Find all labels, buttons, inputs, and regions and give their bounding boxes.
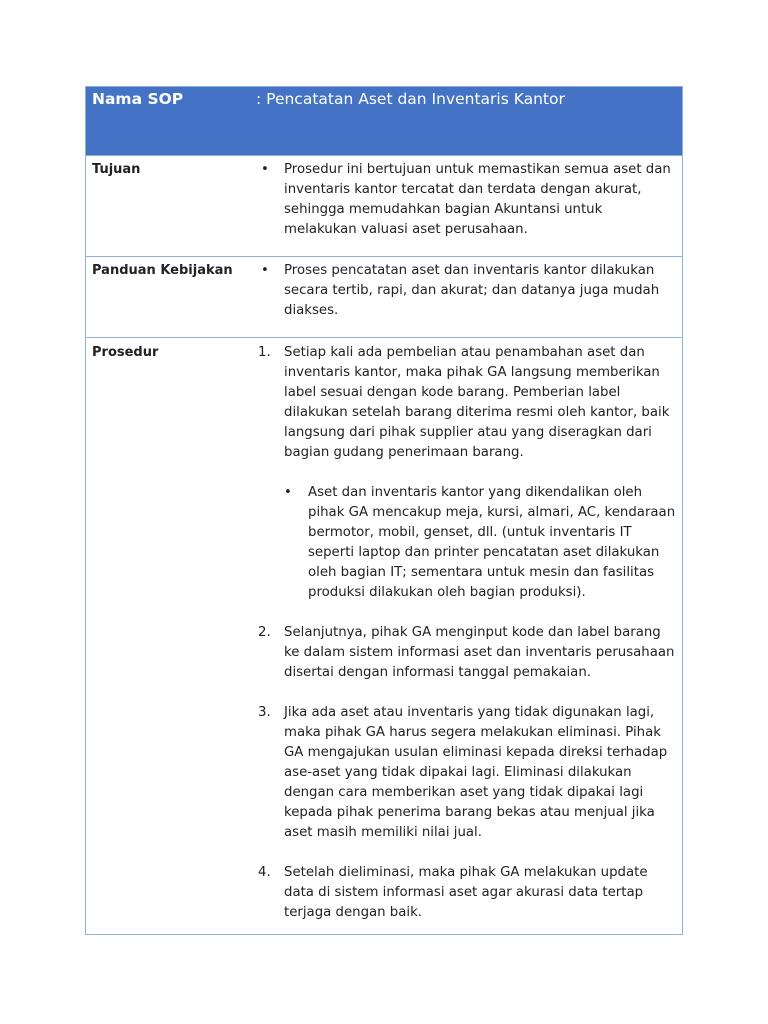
tujuan-text: [284, 160, 682, 240]
sop-table: [85, 86, 683, 935]
text-line: melakukan valuasi aset perusahaan.: [284, 222, 528, 237]
text-line: seperti laptop dan printer pencatatan aset dilakukan: [308, 545, 660, 560]
text-line: produksi dilakukan oleh bagian produksi).: [308, 585, 586, 600]
step-text: [284, 863, 682, 923]
text-line: label sesuai dengan kode barang. Pemberian label: [284, 385, 621, 400]
step-1: [256, 343, 682, 463]
text-line: ase-aset yang tidak dipakai lagi. Eliminasi dilakukan: [284, 765, 632, 780]
text-line: dengan cara memberikan aset yang tidak dipakai lagi: [284, 785, 644, 800]
sop-name-value: : Pencatatan Aset dan Inventaris Kantor: [256, 90, 565, 108]
list-item: [256, 261, 682, 321]
text-line: terjaga dengan baik.: [284, 905, 423, 920]
bullet-icon: •: [261, 162, 269, 177]
text-line: maka pihak GA harus segera melakukan eliminasi. Pihak: [284, 725, 661, 740]
step-1-sub-item: [284, 483, 682, 603]
step-number: 2.: [258, 625, 271, 640]
prosedur-label: Prosedur: [92, 345, 159, 360]
text-line: Proses pencatatan aset dan inventaris kantor dilakukan: [284, 263, 655, 278]
text-line: Selanjutnya, pihak GA menginput kode dan label barang: [284, 625, 661, 640]
text-line: sehingga memudahkan bagian Akuntansi untuk: [284, 202, 603, 217]
panduan-text: [284, 261, 682, 321]
tujuan-content: [256, 156, 682, 256]
header-row: [86, 87, 682, 156]
text-line: data di sistem informasi aset agar akurasi data tertap: [284, 885, 644, 900]
text-line: Setiap kali ada pembelian atau penambahan aset dan: [284, 345, 645, 360]
text-line: diakses.: [284, 303, 339, 318]
text-line: kepada pihak penerima barang bekas atau menjual jika: [284, 805, 655, 820]
sub-item-text: [308, 483, 682, 603]
sop-name-label: Nama SOP: [92, 90, 184, 108]
step-4: [256, 863, 682, 923]
list-item: [256, 160, 682, 240]
panduan-label: Panduan Kebijakan: [92, 263, 233, 278]
tujuan-row: [86, 156, 682, 257]
text-line: inventaris kantor, maka pihak GA langsung memberikan: [284, 365, 660, 380]
prosedur-content: [256, 338, 682, 934]
text-line: dilakukan setelah barang diterima resmi oleh kantor, baik: [284, 405, 670, 420]
step-text: [284, 623, 682, 683]
text-line: bermotor, mobil, genset, dll. (untuk inventaris IT: [308, 525, 632, 540]
spacer: [256, 843, 682, 863]
text-line: GA mengajukan usulan eliminasi kepada direksi terhadap: [284, 745, 668, 760]
text-line: Setelah dieliminasi, maka pihak GA melakukan update: [284, 865, 648, 880]
step-text: [284, 343, 682, 463]
prosedur-row: [86, 338, 682, 934]
step-number: 1.: [258, 345, 271, 360]
step-number: 4.: [258, 865, 271, 880]
bullet-icon: •: [261, 263, 269, 278]
spacer: [256, 683, 682, 703]
bullet-icon: •: [284, 485, 292, 500]
text-line: secara tertib, rapi, dan akurat; dan datanya juga mudah: [284, 283, 660, 298]
text-line: langsung dari pihak supplier atau yang diseragkan dari: [284, 425, 652, 440]
text-line: pihak GA mencakup meja, kursi, almari, AC, kendaraan: [308, 505, 676, 520]
step-3: [256, 703, 682, 843]
step-number: 3.: [258, 705, 271, 720]
text-line: disertai dengan informasi tanggal pemakaian.: [284, 665, 591, 680]
panduan-row: [86, 257, 682, 338]
tujuan-label: Tujuan: [92, 162, 141, 177]
text-line: inventaris kantor tercatat dan terdata dengan akurat,: [284, 182, 642, 197]
text-line: Jika ada aset atau inventaris yang tidak digunakan lagi,: [284, 705, 655, 720]
text-line: aset masih memiliki nilai jual.: [284, 825, 482, 840]
text-line: ke dalam sistem informasi aset dan inventaris perusahaan: [284, 645, 675, 660]
spacer: [256, 603, 682, 623]
step-2: [256, 623, 682, 683]
panduan-content: [256, 257, 682, 337]
text-line: bagian gudang penerimaan barang.: [284, 445, 524, 460]
text-line: Aset dan inventaris kantor yang dikendalikan oleh: [308, 485, 643, 500]
step-text: [284, 703, 682, 843]
text-line: oleh bagian IT; sementara untuk mesin dan fasilitas: [308, 565, 655, 580]
text-line: Prosedur ini bertujuan untuk memastikan semua aset dan: [284, 162, 671, 177]
